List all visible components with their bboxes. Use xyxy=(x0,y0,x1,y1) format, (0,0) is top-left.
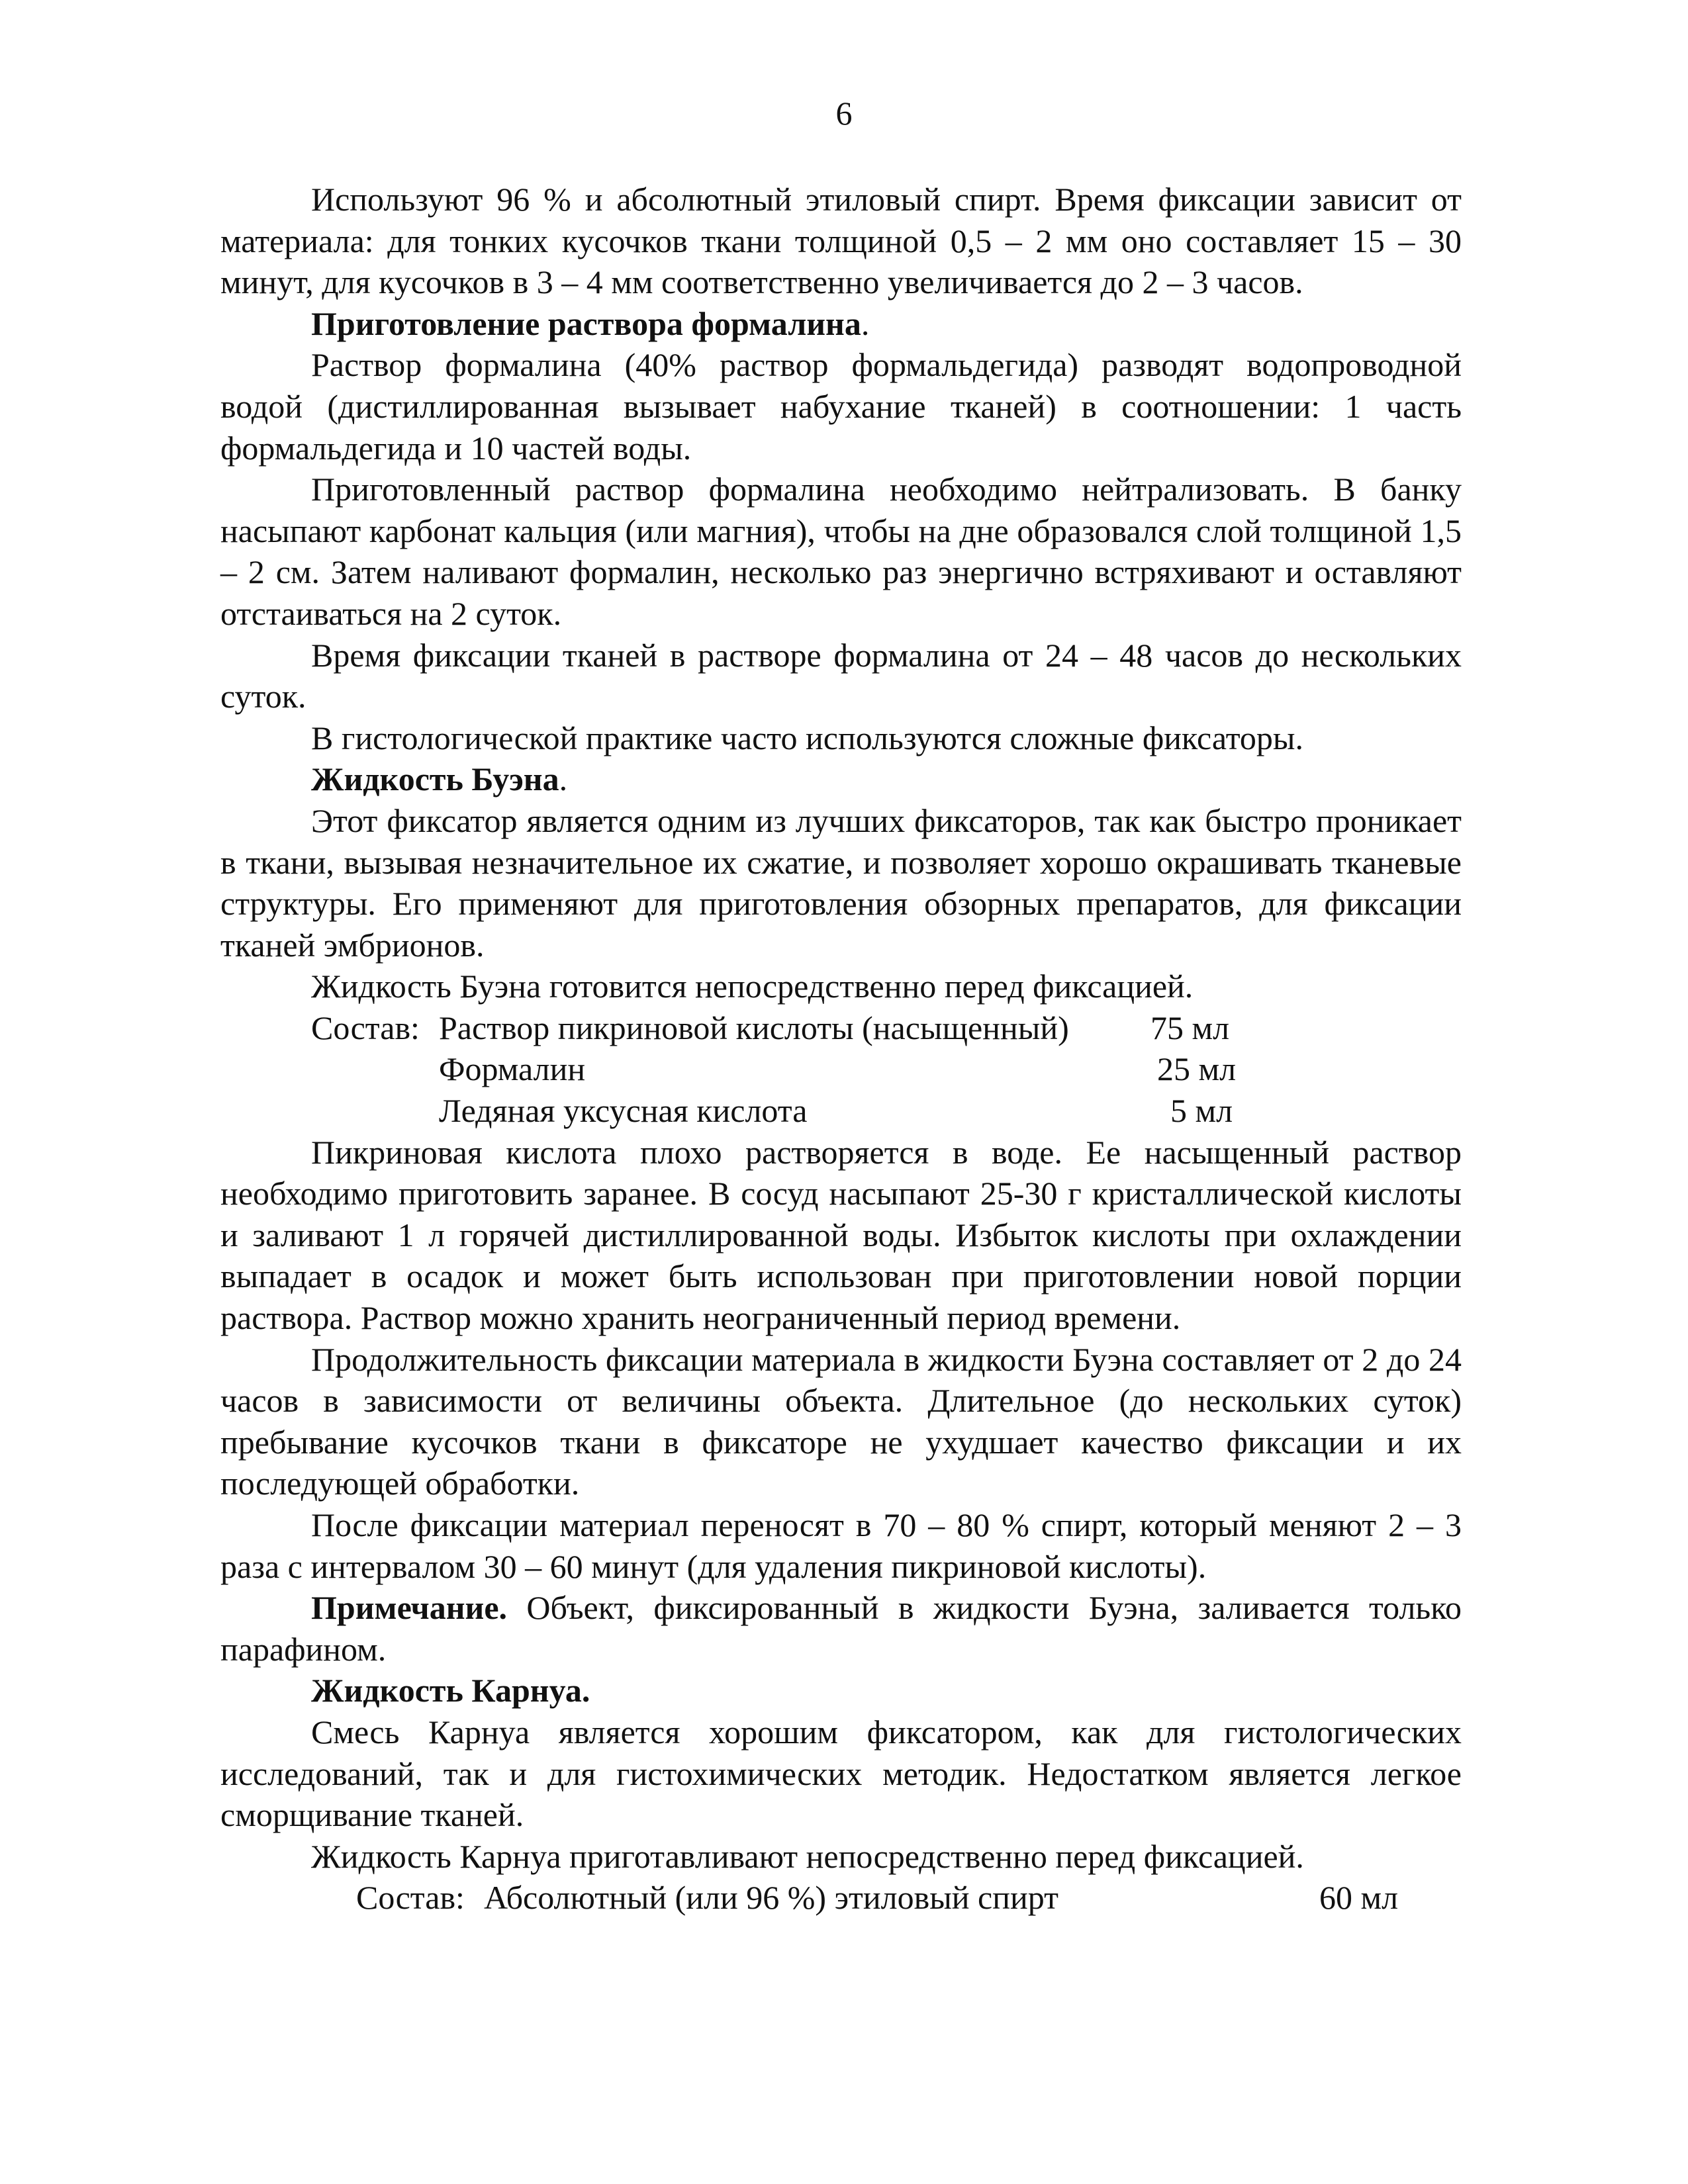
composition-item-name: Абсолютный (или 96 %) этиловый спирт xyxy=(484,1879,1058,1917)
composition-label: Состав: xyxy=(356,1879,465,1917)
composition-label: Состав: xyxy=(311,1009,420,1046)
composition-item-amount: 75 мл xyxy=(1150,1009,1230,1046)
bouin-composition xyxy=(220,1007,1462,1132)
paragraph-complex-fixatives: В гистологической практике часто используются сложные фиксаторы. xyxy=(311,719,1304,756)
composition-item-name: Формалин xyxy=(439,1050,586,1088)
heading-bouin-text: Жидкость Буэна xyxy=(311,760,559,798)
composition-item-amount: 25 мл xyxy=(1157,1050,1237,1088)
heading-formalin-preparation: Приготовление раствора формалина. xyxy=(311,304,870,342)
composition-item-name: Раствор пикриновой кислоты (насыщенный) xyxy=(439,1009,1069,1046)
carnoy-composition xyxy=(220,1877,1462,1919)
paragraph-bouin-description: Этот фиксатор является одним из лучших фиксаторов, так как быстро проникает в ткани, вызывая незначительное их сжатие, и позволяет хорошо окрашивать тканевые структуры. Его применяют для приготовления обзорных препаратов, для фиксации тканей эмбрионов. xyxy=(220,801,1462,964)
composition-row xyxy=(220,1877,1462,1919)
heading-bouin-fluid: Жидкость Буэна. xyxy=(311,760,568,798)
paragraph-bouin-preparation: Жидкость Буэна готовится непосредственно перед фиксацией. xyxy=(311,968,1194,1005)
paragraph-formalin-fixation-time: Время фиксации тканей в растворе формалина от 24 – 48 часов до нескольких суток. xyxy=(220,636,1462,715)
composition-row xyxy=(220,1048,1462,1090)
composition-row xyxy=(220,1007,1462,1049)
composition-row xyxy=(220,1090,1462,1132)
composition-item-amount: 5 мл xyxy=(1170,1092,1233,1130)
paragraph-carnoy-description: Смесь Карнуа является хорошим фиксатором, как для гистологических исследований, так и для гистохимических методик. Недостатком является легкое сморщивание тканей. xyxy=(220,1713,1462,1834)
note-text: Объект, фиксированный в жидкости Буэна, заливается только парафином. xyxy=(220,1589,1462,1668)
paragraph-carnoy-preparation: Жидкость Карнуа приготавливают непосредственно перед фиксацией. xyxy=(311,1837,1304,1875)
heading-formalin-text: Приготовление раствора формалина xyxy=(311,304,861,342)
paragraph-picric-acid: Пикриновая кислота плохо растворяется в воде. Ее насыщенный раствор необходимо приготовить заранее. В сосуд насыпают 25-30 г кристаллической кислоты и заливают 1 л горячей дистиллированной воды. Избыток кислоты при охлаждении выпадает в осадок и может быть использован при приготовлении новой порции раствора. Раствор можно хранить неограниченный период времени. xyxy=(220,1133,1462,1337)
paragraph-ethanol-fixation: Используют 96 % и абсолютный этиловый спирт. Время фиксации зависит от материала: для тонких кусочков ткани толщиной 0,5 – 2 мм оно составляет 15 – 30 минут, для кусочков в 3 – 4 мм соответственно увеличивается до 2 – 3 часов. xyxy=(220,181,1462,301)
note-label: Примечание. xyxy=(311,1589,508,1627)
paragraph-formalin-neutralization: Приготовленный раствор формалина необходимо нейтрализовать. В банку насыпают карбонат кальция (или магния), чтобы на дне образовался слой толщиной 1,5 – 2 см. Затем наливают формалин, несколько раз энергично встряхивают и оставляют отстаиваться на 2 суток. xyxy=(220,471,1462,632)
composition-item-name: Ледяная уксусная кислота xyxy=(439,1092,808,1130)
page-number: 6 xyxy=(835,95,853,132)
paragraph-formalin-dilution: Раствор формалина (40% раствор формальдегида) разводят водопроводной водой (дистиллированная вызывает набухание тканей) в соотношении: 1 часть формальдегида и 10 частей воды. xyxy=(220,346,1462,467)
paragraph-note xyxy=(220,1587,1462,1670)
document-body xyxy=(220,179,1462,1919)
paragraph-bouin-duration: Продолжительность фиксации материала в жидкости Буэна составляет от 2 до 24 часов в зависимости от величины объекта. Длительное (до нескольких суток) пребывание кусочков ткани в фиксаторе не ухудшает качество фиксации и их последующей обработки. xyxy=(220,1340,1462,1502)
composition-item-amount: 60 мл xyxy=(1319,1879,1399,1917)
paragraph-post-fixation: После фиксации материал переносят в 70 – 80 % спирт, который меняют 2 – 3 раза с интервалом 30 – 60 минут (для удаления пикриновой кислоты). xyxy=(220,1506,1462,1585)
heading-carnoy-fluid: Жидкость Карнуа. xyxy=(311,1672,590,1709)
